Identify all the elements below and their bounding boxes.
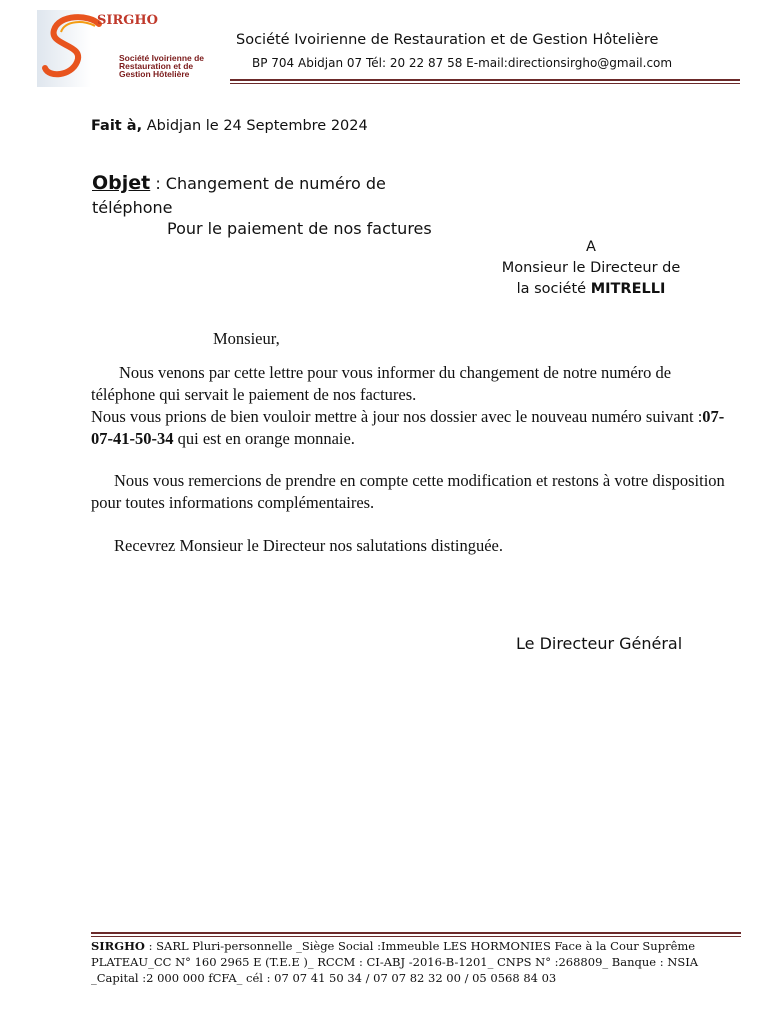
phone-number: 07-07-41-50-34 xyxy=(91,407,725,448)
footer-rule-thin xyxy=(91,936,741,937)
recipient-block xyxy=(470,237,712,300)
company-name: Société Ivoirienne de Restauration et de Gestion Hôtelière xyxy=(236,32,659,48)
footer-text: : SARL Pluri-personnelle _Siège Social :Immeuble LES HORMONIES Face à la Cour Suprême PLATEAU_CC N° 160 2965 E (T.E.E )_ RCCM : CI-ABJ -2016-B-1201_ CNPS N° :268809_ Banque : NSIA _Capital :2 000 000 fCFA_ cél : 07 07 41 50 34 / 07 07 82 32 00 / 05 0568 84 03 xyxy=(91,939,699,985)
footer-rule xyxy=(91,932,741,934)
footer-brand: SIRGHO xyxy=(91,939,145,953)
recipient-company: MITRELLI xyxy=(590,281,666,297)
date-label: Fait à, xyxy=(91,118,143,134)
logo-brand: SIRGHO xyxy=(97,13,158,28)
paragraph-1b-suffix: qui est en orange monnaie. xyxy=(173,429,355,448)
logo-subtitle: Société Ivoirienne de Restauration et de Gestion Hôtelière xyxy=(119,53,205,79)
recipient-prefix: la société xyxy=(516,281,591,297)
paragraph-3-text: Recevrez Monsieur le Directeur nos salutations distinguée. xyxy=(114,536,504,555)
paragraph-2-text: Nous vous remercions de prendre en compte cette modification et restons à votre disposition pour toutes informations complémentaires. xyxy=(91,471,725,512)
recipient-line-1: A xyxy=(586,239,596,255)
subject-text: : Changement de numéro de téléphone xyxy=(92,174,386,217)
header-rule xyxy=(230,79,740,81)
date-line xyxy=(91,118,368,134)
company-contact: BP 704 Abidjan 07 Tél: 20 22 87 58 E-mail:directionsirgho@gmail.com xyxy=(252,56,673,70)
subject-cutoff-text: Pour le paiement de nos factures xyxy=(167,219,432,238)
recipient-line-3 xyxy=(470,279,712,300)
footer-legal xyxy=(91,938,731,986)
header-rule-thin xyxy=(230,83,740,84)
paragraph-1a: Nous venons par cette lettre pour vous informer du changement de notre numéro de téléphone qui servait le paiement de nos factures. xyxy=(91,363,672,404)
subject-label: Objet xyxy=(92,172,151,194)
subject-cutoff-line xyxy=(92,219,482,238)
paragraph-2 xyxy=(91,470,731,514)
date-text: Abidjan le 24 Septembre 2024 xyxy=(142,118,368,134)
recipient-line-2: Monsieur le Directeur de xyxy=(501,260,681,276)
signature-title: Le Directeur Général xyxy=(516,634,683,653)
company-logo xyxy=(37,10,218,87)
paragraph-1b-prefix: Nous vous prions de bien vouloir mettre à jour nos dossier avec le nouveau numéro suivant : xyxy=(91,407,703,426)
salutation: Monsieur, xyxy=(213,329,280,348)
paragraph-1 xyxy=(91,362,731,450)
subject xyxy=(92,171,452,220)
paragraph-3 xyxy=(91,535,731,557)
